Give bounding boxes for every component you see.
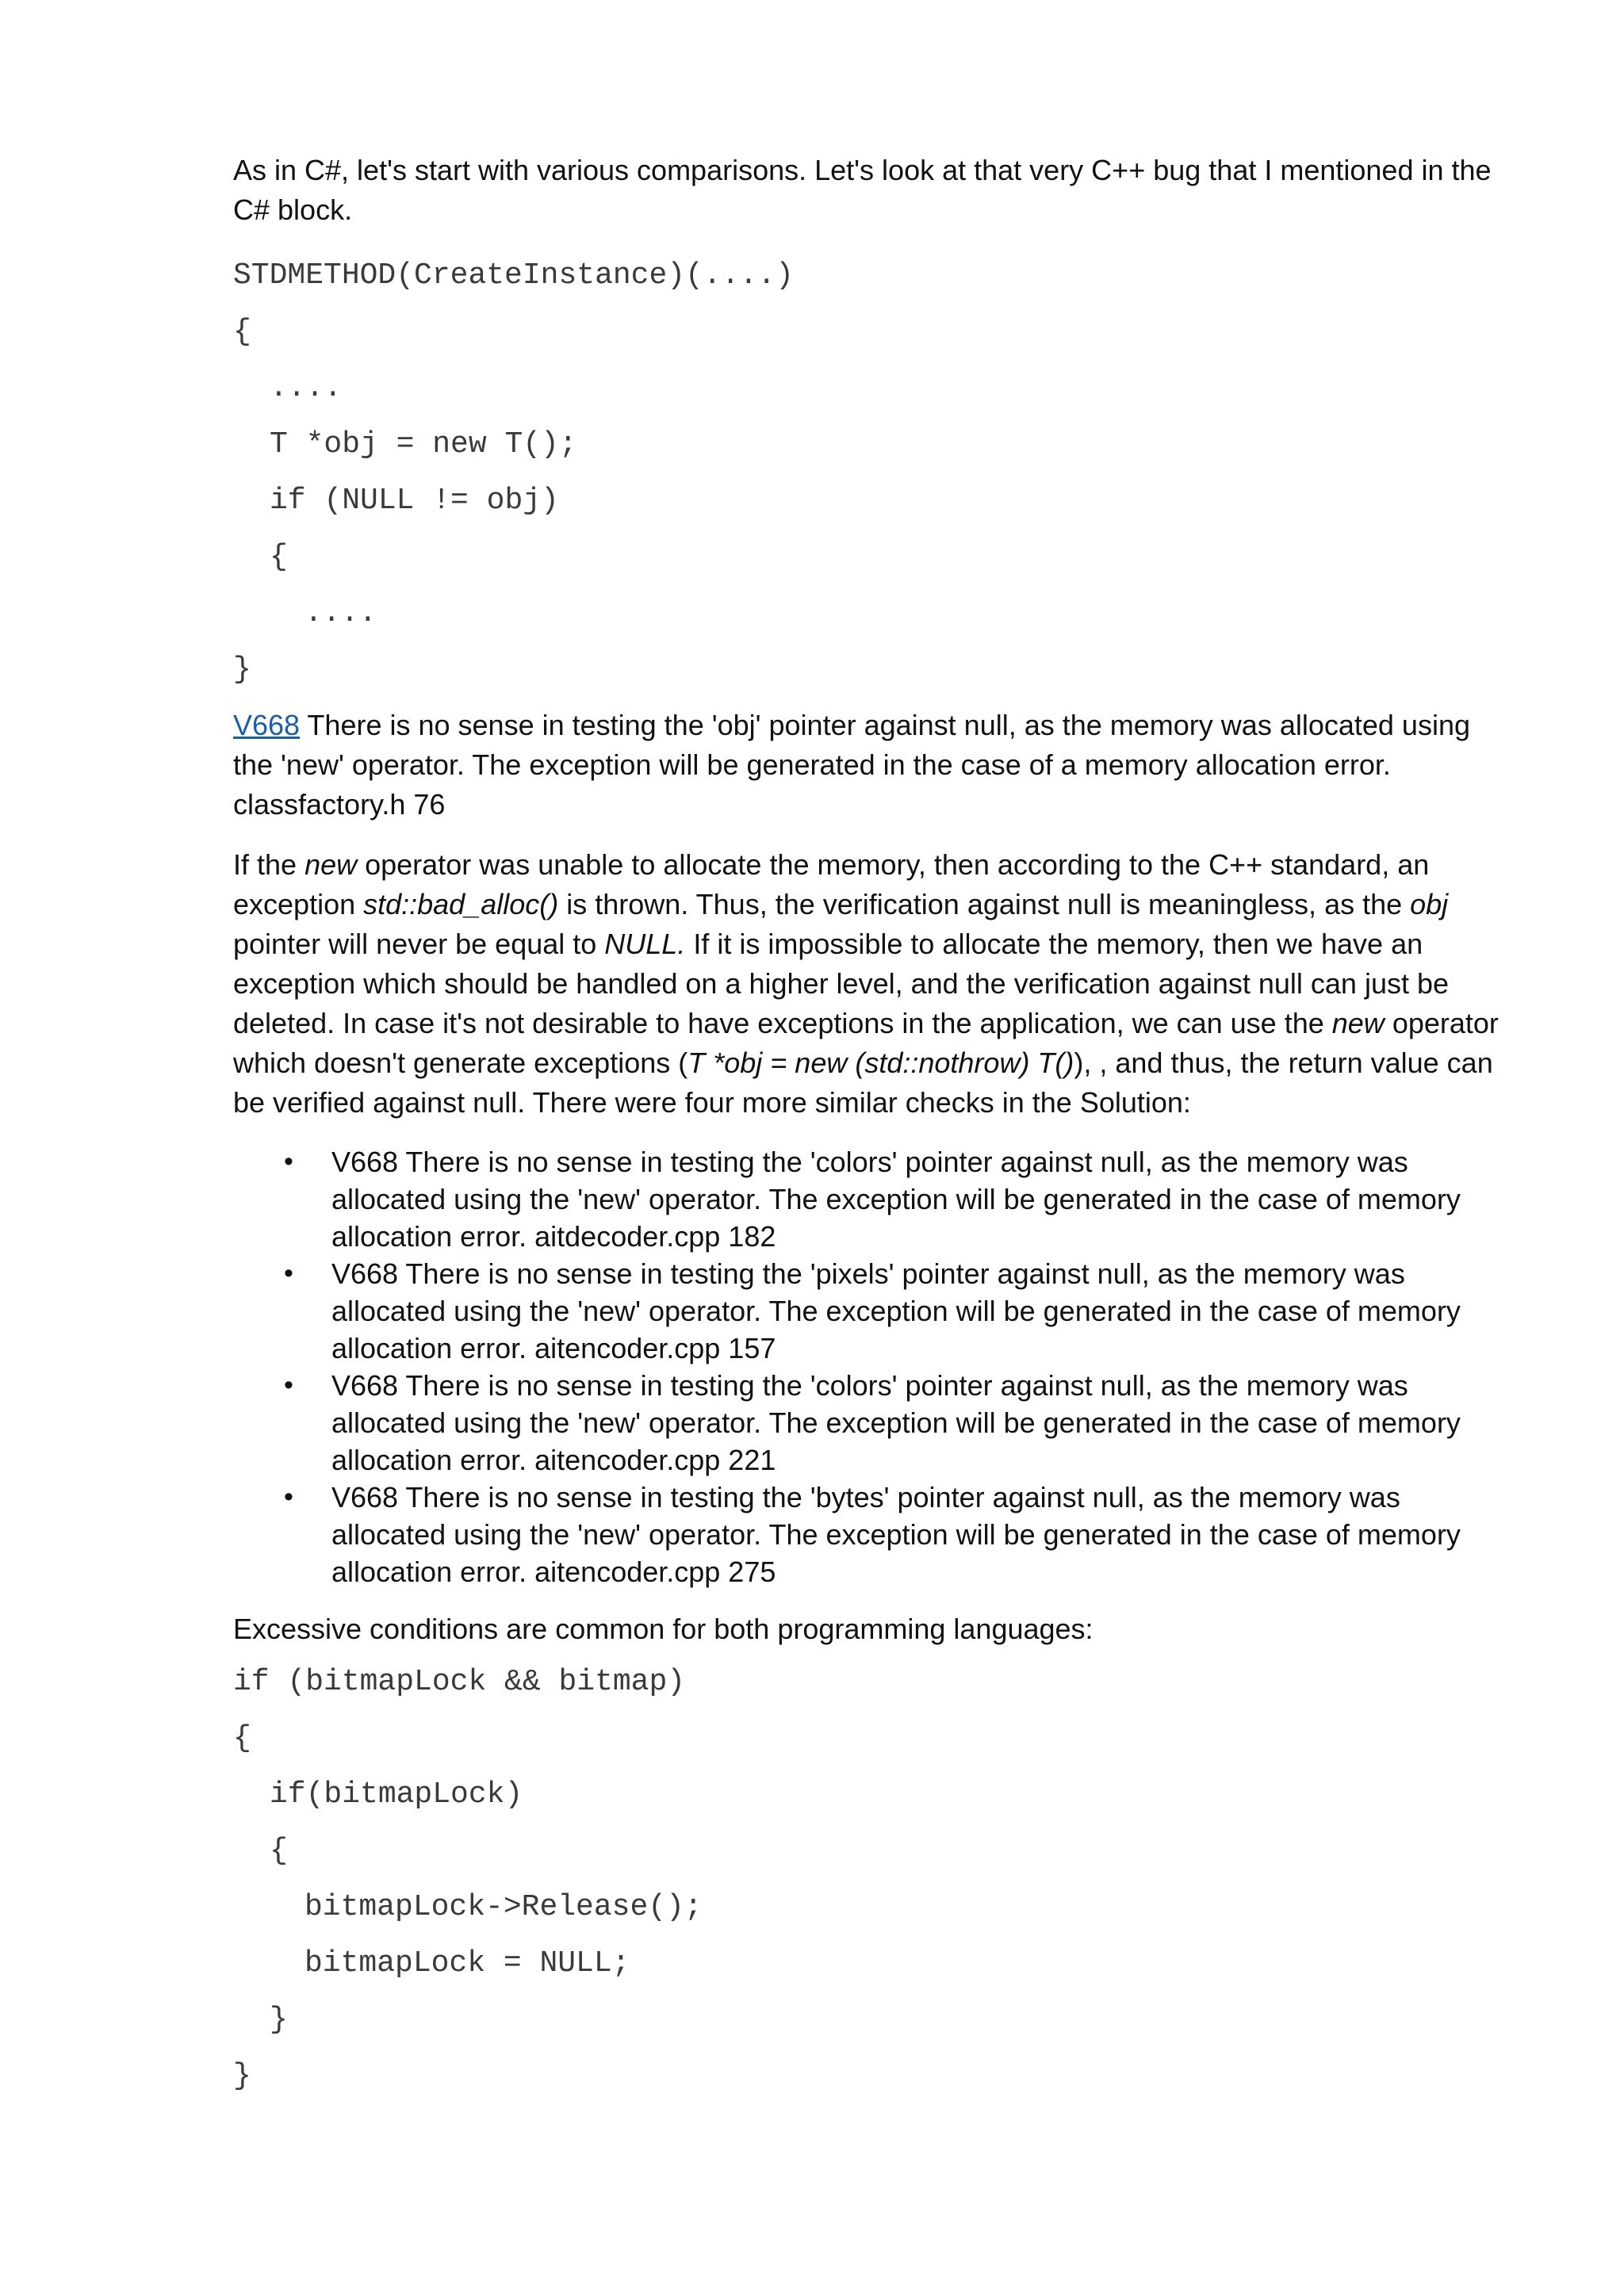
warnings-list xyxy=(233,1143,1518,1590)
explanation-paragraph: If the new operator was unable to allocate the memory, then according to the C++ standard, an exception std::bad_alloc() is thrown. Thus, the verification against null is meaningless, as the obj pointer will never be equal to NULL. If it is impossible to allocate the memory, then we have an exception which should be handled on a higher level, and the verification against null can just be deleted. In case it's not desirable to have exceptions in the application, we can use the new operator which doesn't generate exceptions (T *obj = new (std::nothrow) T()), , and thus, the return value can be verified against null. There were four more similar checks in the Solution: xyxy=(233,848,1499,1119)
code-line: { xyxy=(270,1834,288,1868)
code-line: { xyxy=(233,1721,251,1755)
excessive-conditions-paragraph: Excessive conditions are common for both programming languages: xyxy=(233,1613,1094,1645)
emphasis: new xyxy=(304,848,358,881)
code-line: } xyxy=(233,2059,251,2093)
code-line: { xyxy=(233,315,251,349)
bullet-icon: • xyxy=(284,1258,293,1288)
bullet-icon: • xyxy=(284,1370,293,1400)
intro-paragraph: As in C#, let's start with various comparisons. Let's look at that very C++ bug that I mentioned in the C# block. xyxy=(233,154,1492,226)
emphasis: obj xyxy=(1410,888,1449,920)
code-line: } xyxy=(270,2003,288,2037)
code-line: if (bitmapLock && bitmap) xyxy=(233,1665,686,1699)
code-line: bitmapLock = NULL; xyxy=(304,1946,630,1980)
list-item: • V668 There is no sense in testing the 'colors' pointer against null, as the memory was allocated using the 'new' operator. The exception will be generated in the case of memory allocation error. aitencoder.cpp 221 xyxy=(233,1367,1518,1479)
code-line: { xyxy=(270,540,288,574)
warning-paragraph xyxy=(233,706,1518,825)
document-page xyxy=(233,151,1518,2104)
code-line: if(bitmapLock) xyxy=(270,1777,523,1812)
emphasis: new xyxy=(1331,1007,1385,1039)
code-line: T *obj = new T(); xyxy=(270,427,577,461)
code-line: if (NULL != obj) xyxy=(270,484,559,518)
code-block-bitmap-lock xyxy=(233,1654,1518,2104)
code-line: .... xyxy=(304,596,377,630)
bullet-icon: • xyxy=(284,1482,293,1512)
code-line: bitmapLock->Release(); xyxy=(304,1890,703,1924)
emphasis: NULL. xyxy=(604,928,686,960)
code-line: } xyxy=(233,652,251,687)
v668-link[interactable]: V668 xyxy=(233,709,301,741)
emphasis: T *obj = new (std::nothrow) T() xyxy=(688,1047,1074,1079)
list-item: • V668 There is no sense in testing the 'pixels' pointer against null, as the memory was allocated using the 'new' operator. The exception will be generated in the case of memory allocation error. aitencoder.cpp 157 xyxy=(233,1255,1518,1367)
warning-text: There is no sense in testing the 'obj' pointer against null, as the memory was allocated using the 'new' operator. The exception will be generated in the case of a memory allocation error. classfactory.h 76 xyxy=(233,709,1470,821)
code-block-create-instance xyxy=(233,247,1518,698)
bullet-icon: • xyxy=(284,1146,293,1177)
list-item: • V668 There is no sense in testing the 'bytes' pointer against null, as the memory was allocated using the 'new' operator. The exception will be generated in the case of memory allocation error. aitencoder.cpp 275 xyxy=(233,1479,1518,1590)
list-item: • V668 There is no sense in testing the 'colors' pointer against null, as the memory was allocated using the 'new' operator. The exception will be generated in the case of memory allocation error. aitdecoder.cpp 182 xyxy=(233,1143,1518,1255)
code-line: .... xyxy=(270,371,343,405)
code-line: STDMETHOD(CreateInstance)(....) xyxy=(233,258,794,293)
emphasis: std::bad_alloc() xyxy=(363,888,559,920)
